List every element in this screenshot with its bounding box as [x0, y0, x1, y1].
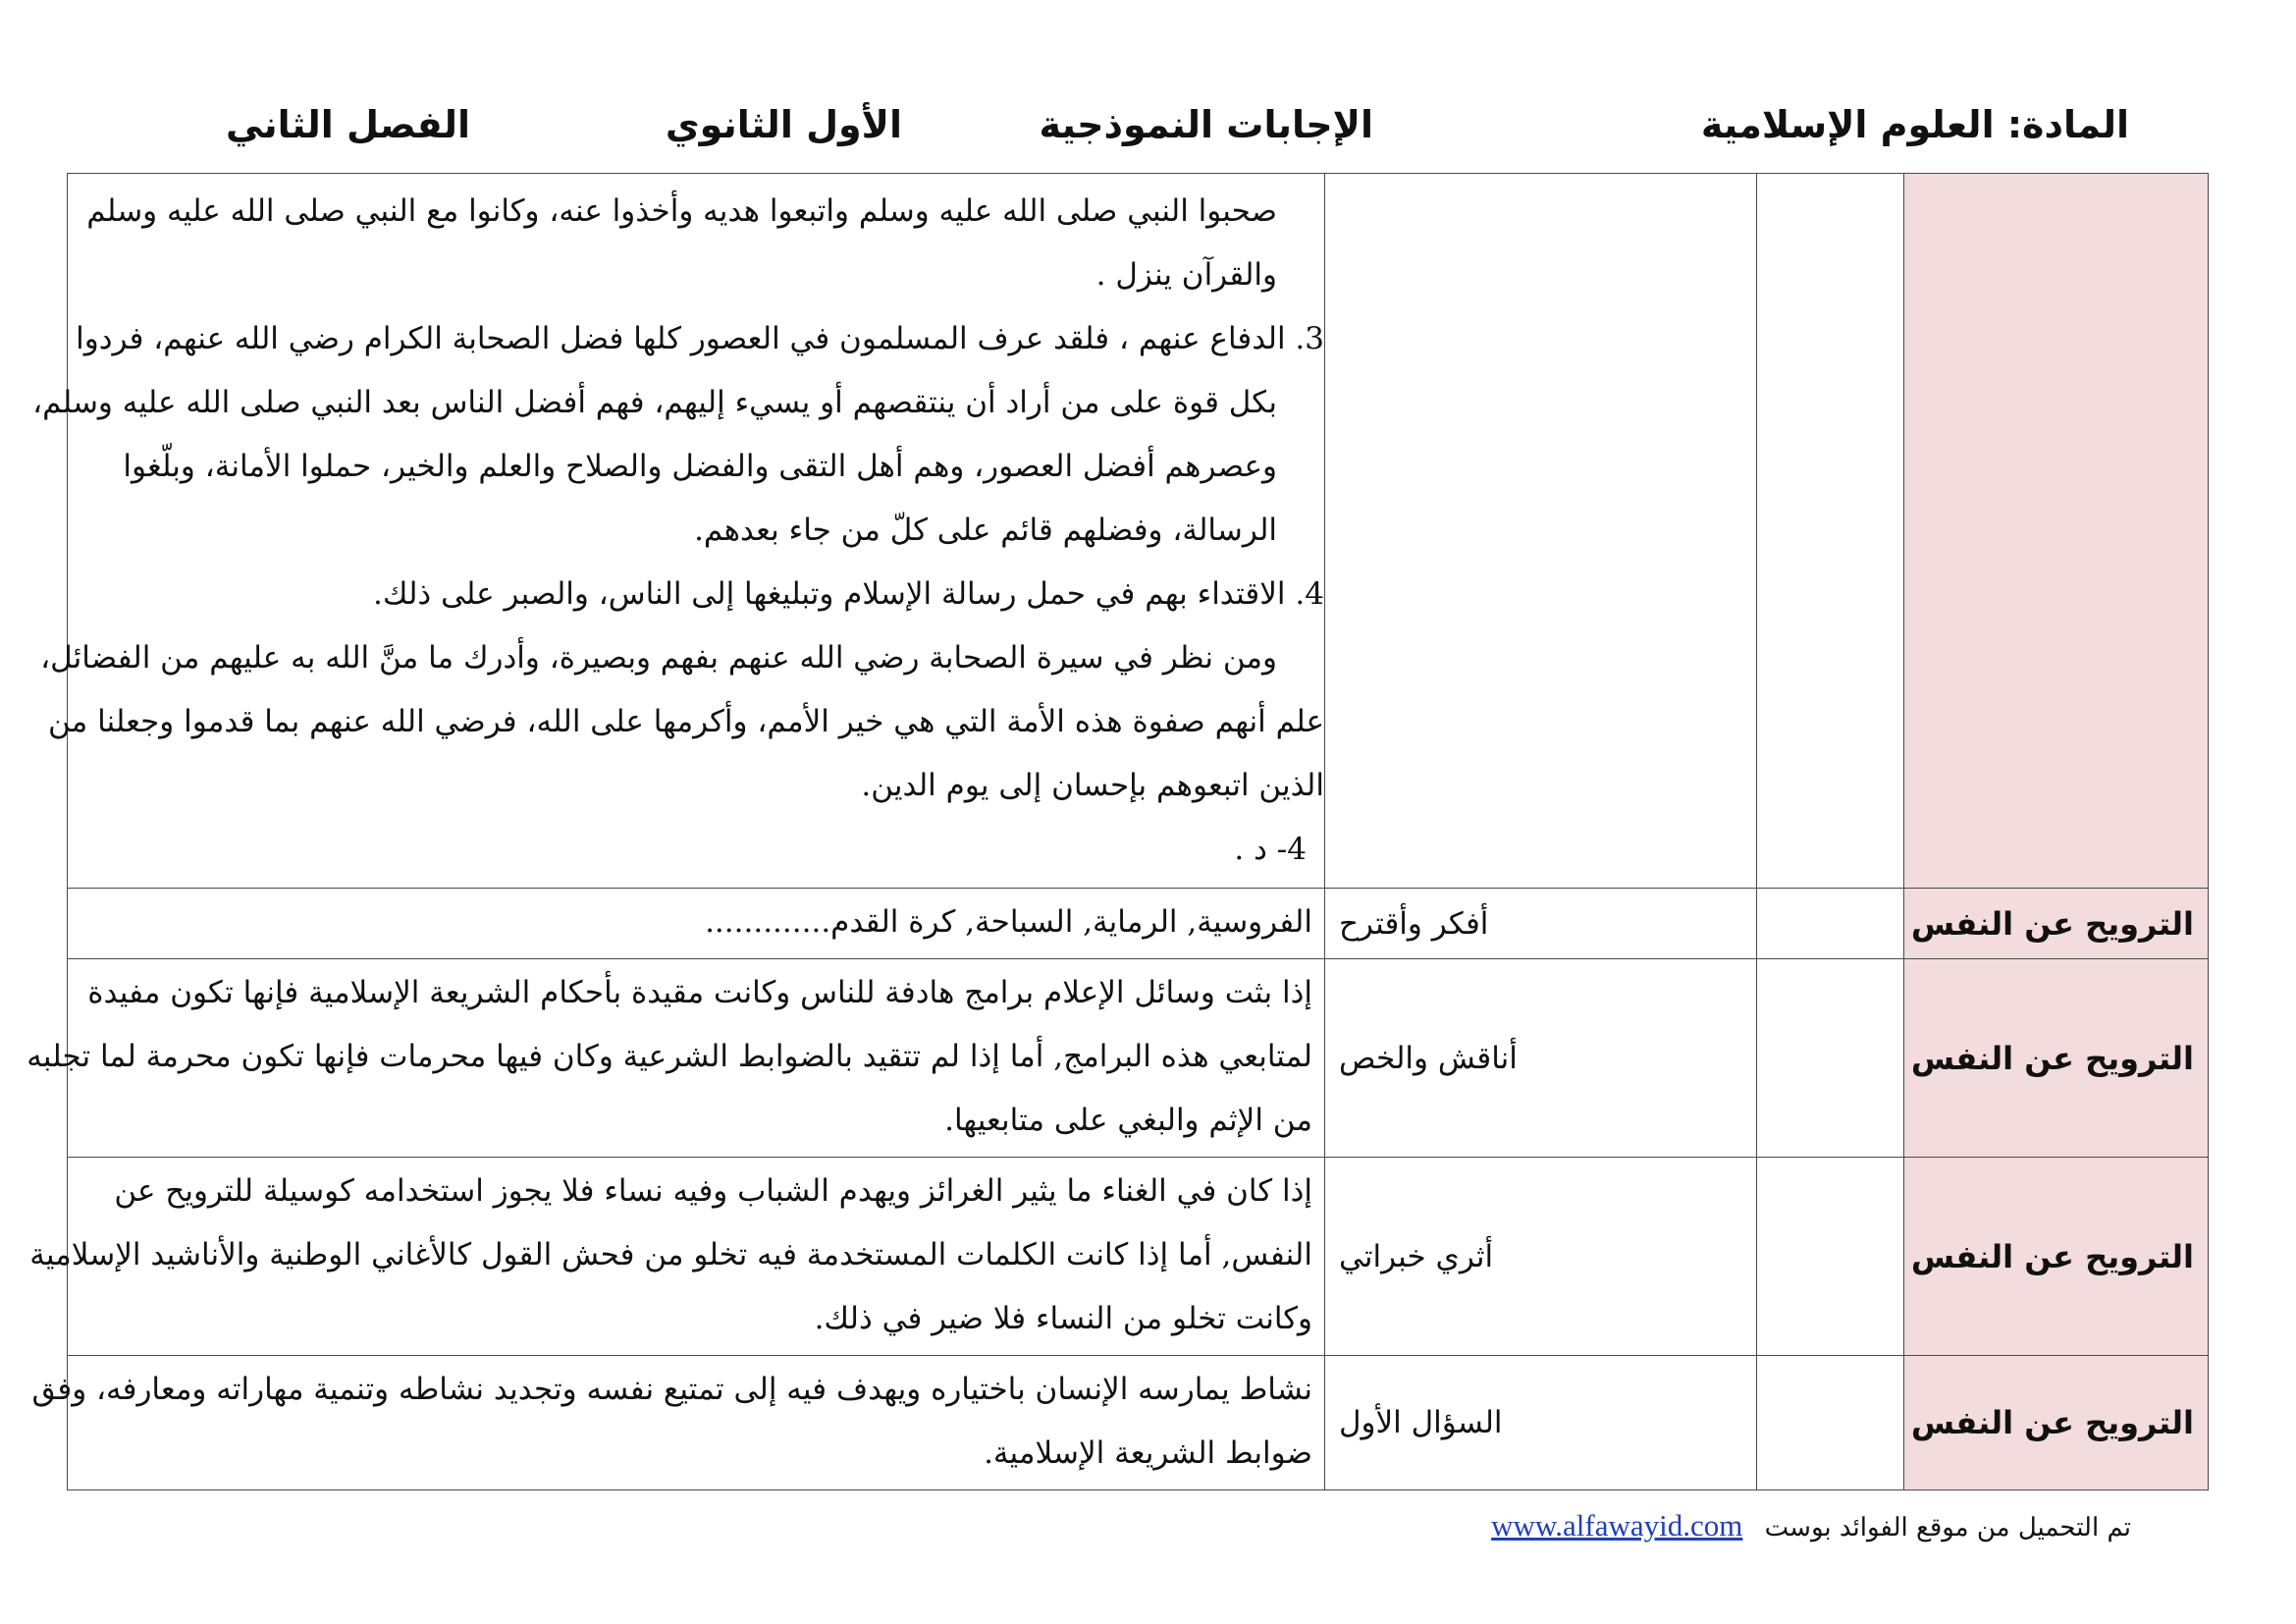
- answer-line: 4- د .: [1234, 832, 1307, 867]
- topic-cell: الترويح عن النفس: [1904, 889, 2209, 959]
- answers-table: [27, 173, 2209, 1490]
- answer-line: علم أنهم صفوة هذه الأمة التي هي خير الأمم، وأكرمها على الله، فرضي الله عنهم بما قدموا وجعلنا من: [48, 704, 1324, 739]
- activity-cell: أناقش والخص: [1325, 959, 1757, 1158]
- subject-title: المادة: العلوم الإسلامية: [1700, 103, 2129, 146]
- topic-cell: الترويح عن النفس: [1904, 959, 2209, 1158]
- topic-cell: الترويح عن النفس: [1904, 1158, 2209, 1356]
- answer-cell: [29, 1158, 1325, 1356]
- answer-line: وكانت تخلو من النساء فلا ضير في ذلك.: [814, 1301, 1312, 1336]
- blank-cell: [1757, 1356, 1904, 1490]
- answer-line: وعصرهم أفضل العصور، وهم أهل التقى والفضل والصلاح والعلم والخير، حملوا الأمانة، وبلّغوا: [123, 449, 1277, 484]
- answer-cell: [68, 889, 1325, 959]
- blank-cell: [1757, 174, 1904, 889]
- footer-text: تم التحميل من موقع الفوائد بوست: [1764, 1513, 2131, 1543]
- answer-line: الرسالة، وفضلهم قائم على كلّ من جاء بعدهم.: [694, 513, 1277, 548]
- activity-cell: أثري خبراتي: [1325, 1158, 1757, 1356]
- grade-title: الأول الثانوي: [665, 103, 902, 146]
- page-footer: [1491, 1508, 2131, 1543]
- answer-line: الفروسية, الرماية, السباحة, كرة القدم.............: [705, 904, 1312, 940]
- answer-line: 3. الدفاع عنهم ، فلقد عرف المسلمون في العصور كلها فضل الصحابة الكرام رضي الله عنهم، فردوا: [76, 321, 1324, 356]
- blank-cell: [1757, 959, 1904, 1158]
- table-row: [68, 889, 2209, 959]
- answer-line: النفس, أما إذا كانت الكلمات المستخدمة فيه تخلو من فحش القول كالأغاني الوطنية والأناشيد الإسلامية: [29, 1237, 1312, 1272]
- answer-cell: [31, 1356, 1325, 1490]
- page-header: [0, 90, 2296, 159]
- answer-line: لمتابعي هذه البرامج, أما إذا لم تتقيد بالضوابط الشرعية وكان فيها محرمات فإنها تكون محرمة لما تجلبه: [27, 1039, 1312, 1074]
- table-row: [68, 1158, 2209, 1356]
- answer-cell: [32, 174, 1325, 889]
- answer-line: صحبوا النبي صلى الله عليه وسلم واتبعوا هديه وأخذوا عنه، وكانوا مع النبي صلى الله عليه وسلم: [86, 193, 1277, 229]
- answer-line: الذين اتبعوهم بإحسان إلى يوم الدين.: [861, 768, 1324, 803]
- blank-cell: [1757, 889, 1904, 959]
- answer-line: بكل قوة على من أراد أن ينتقصهم أو يسيء إليهم، فهم أفضل الناس بعد النبي صلى الله عليه وسلم،: [32, 385, 1277, 420]
- table-row: [68, 174, 2209, 889]
- blank-cell: [1757, 1158, 1904, 1356]
- activity-cell: أفكر وأقترح: [1325, 889, 1757, 959]
- answer-line: ومن نظر في سيرة الصحابة رضي الله عنهم بفهم وبصيرة، وأدرك ما منَّ الله به عليهم من الفضائل،: [40, 640, 1277, 676]
- answer-line: من الإثم والبغي على متابعيها.: [944, 1103, 1312, 1138]
- answer-line: 4. الاقتداء بهم في حمل رسالة الإسلام وتبليغها إلى الناس، والصبر على ذلك.: [372, 576, 1324, 612]
- answer-line: نشاط يمارسه الإنسان باختياره ويهدف فيه إلى تمتيع نفسه وتجديد نشاطه وتنمية مهاراته ومعارفه، وفق: [31, 1372, 1312, 1407]
- table-row: [68, 1356, 2209, 1490]
- footer-link[interactable]: www.alfawayid.com: [1491, 1508, 1743, 1543]
- table-row: [68, 959, 2209, 1158]
- answer-line: إذا بثت وسائل الإعلام برامج هادفة للناس وكانت مقيدة بأحكام الشريعة الإسلامية فإنها تكون مفيدة: [87, 975, 1312, 1010]
- semester-title: الفصل الثاني: [225, 103, 470, 146]
- answer-line: والقرآن ينزل .: [1095, 257, 1277, 293]
- activity-cell: [1325, 174, 1757, 889]
- model-answers-title: الإجابات النموذجية: [1039, 103, 1373, 146]
- topic-cell: الترويح عن النفس: [1904, 1356, 2209, 1490]
- topic-cell: [1904, 174, 2209, 889]
- answer-line: ضوابط الشريعة الإسلامية.: [984, 1435, 1312, 1471]
- answer-line: إذا كان في الغناء ما يثير الغرائز ويهدم الشباب وفيه نساء فلا يجوز استخدامه كوسيلة للترويح عن: [114, 1173, 1312, 1209]
- activity-cell: السؤال الأول: [1325, 1356, 1757, 1490]
- answer-cell: [27, 959, 1325, 1158]
